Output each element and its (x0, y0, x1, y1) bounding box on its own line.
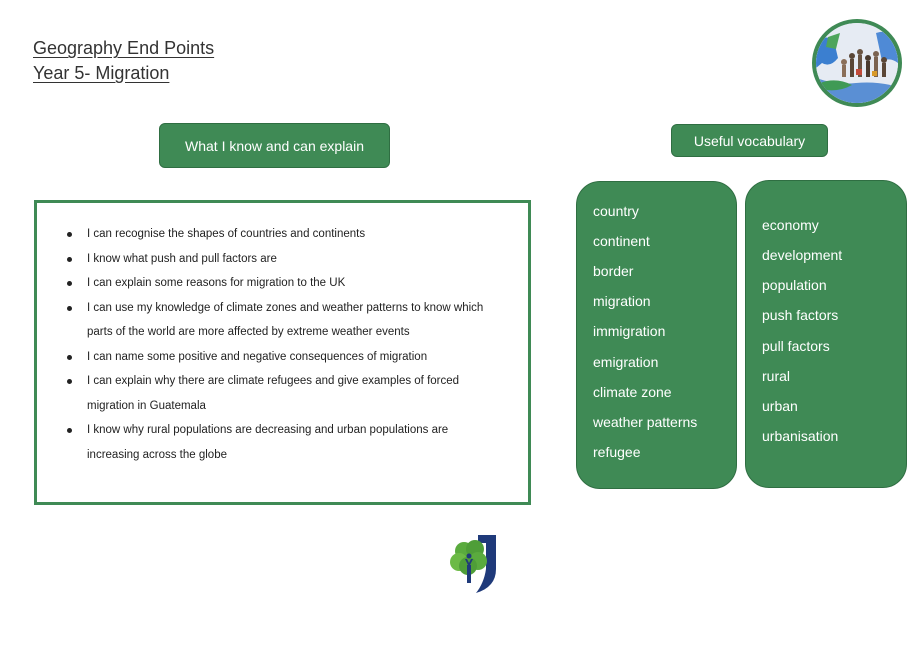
list-item-text: I can explain some reasons for migration to the UK (87, 277, 346, 289)
vocab-word: rural (762, 368, 791, 384)
list-item-text-continued: migration in Guatemala (87, 399, 206, 412)
list-item-text-continued: parts of the world are more affected by extreme weather events (87, 326, 410, 338)
vocab-word: border (593, 263, 634, 279)
list-item (87, 369, 527, 418)
list-item (87, 247, 527, 272)
vocab-word: refugee (593, 444, 641, 460)
list-item (87, 418, 527, 467)
vocab-heading-button: Useful vocabulary (671, 124, 828, 157)
list-item-text: I know what push and pull factors are (87, 252, 277, 265)
vocab-word: weather patterns (593, 414, 698, 430)
vocab-word: urban (762, 398, 798, 414)
vocab-word: urbanisation (762, 428, 839, 444)
title-line-subject: Geography End Points (33, 38, 215, 58)
know-heading-button: What I know and can explain (159, 123, 390, 168)
migration-topic-image (812, 19, 902, 107)
learning-points-list (87, 222, 527, 467)
list-item-text: I can use my knowledge of climate zones and weather patterns to know which (87, 301, 484, 314)
vocab-word: population (762, 277, 827, 293)
vocabulary-column-1 (576, 181, 737, 489)
vocab-word: push factors (762, 307, 839, 323)
title-line-topic: Year 5- Migration (33, 63, 170, 83)
page-title (33, 36, 214, 86)
vocab-word: migration (593, 293, 651, 309)
vocab-word: climate zone (593, 384, 672, 400)
list-item-text: I can name some positive and negative consequences of migration (87, 350, 428, 363)
list-item (87, 345, 527, 370)
vocab-word: emigration (593, 354, 659, 370)
vocab-word: economy (762, 217, 819, 233)
list-item-text: I know why rural populations are decreasing and urban populations are (87, 424, 449, 436)
list-item (87, 296, 527, 345)
vocab-word: country (593, 203, 639, 219)
list-item (87, 271, 527, 296)
list-item-text-continued: increasing across the globe (87, 448, 227, 461)
vocab-word: development (762, 247, 843, 263)
vocab-word: continent (593, 233, 650, 249)
know-and-explain-panel (34, 200, 531, 505)
list-item (87, 222, 527, 247)
list-item-text: I can explain why there are climate refugees and give examples of forced (87, 375, 460, 387)
vocab-word: immigration (593, 323, 666, 339)
school-logo (448, 533, 502, 595)
list-item-text: I can recognise the shapes of countries and continents (87, 228, 366, 240)
vocab-word: pull factors (762, 338, 830, 354)
vocabulary-column-2 (745, 180, 907, 488)
